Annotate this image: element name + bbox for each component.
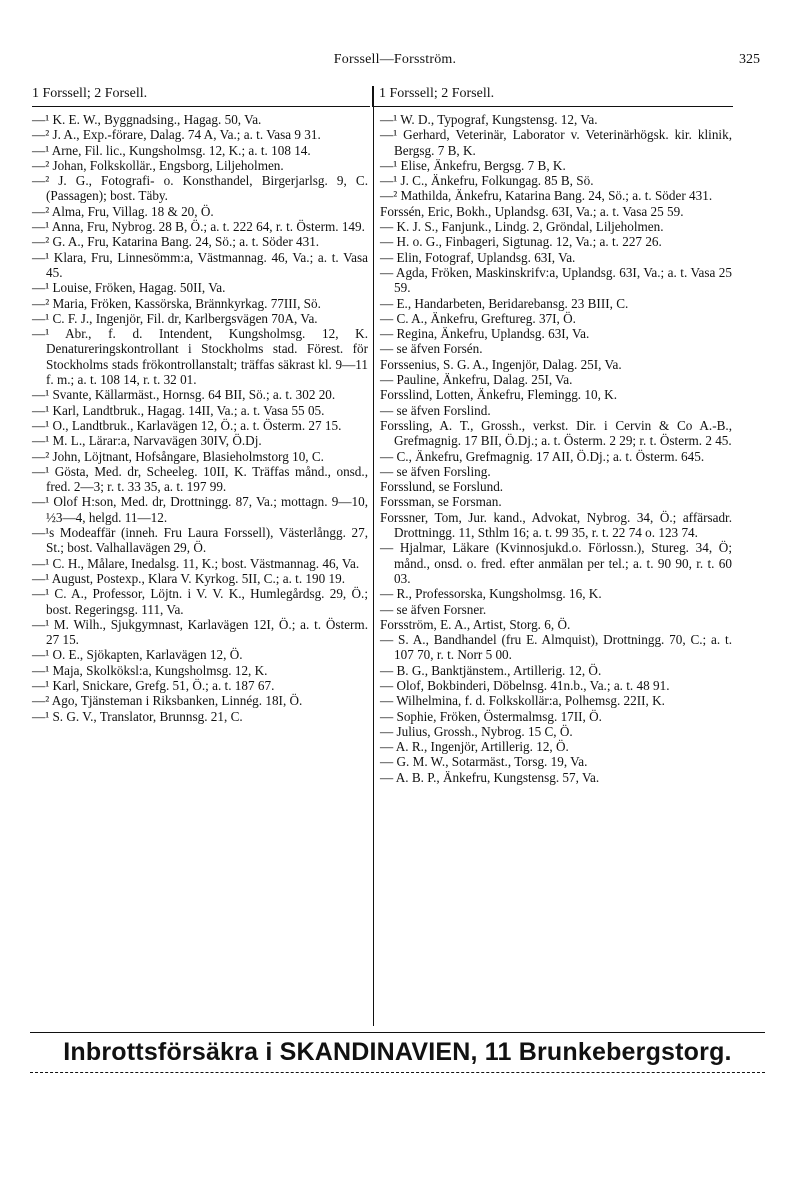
directory-entry: — E., Handarbeten, Beridarebansg. 23 BIII, C.	[380, 295, 629, 311]
directory-entry: —² John, Löjtnant, Hofsångare, Blasieholmstorg 10, C.	[32, 448, 324, 464]
directory-entry: —¹ C. F. J., Ingenjör, Fil. dr, Karlbergsvägen 70A, Va.	[32, 310, 318, 326]
column-divider	[373, 86, 374, 1026]
directory-entry: —¹ C. H., Målare, Inedalsg. 11, K.; bost. Västmannag. 46, Va.	[32, 555, 360, 571]
directory-entry: Forssling, A. T., Grossh., verkst. Dir. i Cervin & Co A.-B., Grefmagnig. 17 BII, Ö.Dj.; a. t. Österm. 2 29; r. t. Österm. 2 45.	[380, 417, 732, 449]
directory-entry: —¹ O., Landtbruk., Karlavägen 12, Ö.; a. t. Österm. 27 15.	[32, 417, 342, 433]
directory-entry: —¹ Anna, Fru, Nybrog. 28 B, Ö.; a. t. 222 64, r. t. Österm. 149.	[32, 219, 365, 235]
directory-entry: — A. R., Ingenjör, Artillerig. 12, Ö.	[380, 739, 569, 755]
directory-entry: —¹ Karl, Landtbruk., Hagag. 14II, Va.; a. t. Vasa 55 05.	[32, 402, 325, 418]
directory-entry: — Elin, Fotograf, Uplandsg. 63I, Va.	[380, 249, 576, 265]
directory-entry: —¹ M. Wilh., Sjukgymnast, Karlavägen 12I, Ö.; a. t. Österm. 27 15.	[32, 616, 368, 648]
directory-entry: —¹ Arne, Fil. lic., Kungsholmsg. 12, K.; a. t. 108 14.	[32, 142, 311, 158]
directory-entry: —² Maria, Fröken, Kassörska, Brännkyrkag. 77III, Sö.	[32, 295, 321, 311]
directory-entry: — R., Professorska, Kungsholmsg. 16, K.	[380, 586, 602, 602]
directory-entry: —¹s Modeaffär (inneh. Fru Laura Forssell), Västerlångg. 27, St.; bost. Valhallavägen 29, Ö.	[32, 525, 368, 556]
directory-entry: — C., Änkefru, Grefmagnig. 17 AII, Ö.Dj.; a. t. Österm. 645.	[380, 448, 705, 464]
directory-entry: — Regina, Änkefru, Uplandsg. 63I, Va.	[380, 326, 590, 342]
directory-entry: —¹ Karl, Snickare, Grefg. 51, Ö.; a. t. 187 67.	[32, 677, 275, 693]
right-column	[380, 112, 732, 785]
directory-entry: —¹ Abr., f. d. Intendent, Kungsholmsg. 12, K. Denatureringskontrollant i Stockholms stad. Förest. för Stockholms stads frökontrollanstalt; träffas säkrast kl. 9—11 f. m.; a. t. 108 14, r. t. 32 01.	[32, 326, 368, 388]
running-title: Forssell—Forsström.	[333, 52, 457, 67]
directory-entry: —² Alma, Fru, Villag. 18 & 20, Ö.	[32, 203, 214, 219]
directory-entry: —¹ Gösta, Med. dr, Scheeleg. 10II, K. Träffas månd., onsd., fred. 2—3; r. t. 33 35, a. t. 197 99.	[32, 463, 368, 495]
left-column	[32, 112, 368, 724]
directory-entry: —² Johan, Folkskollär., Engsborg, Liljeholmen.	[32, 157, 284, 173]
directory-entry: — Julius, Grossh., Nybrog. 15 C, Ö.	[380, 723, 573, 739]
directory-entry: — B. G., Banktjänstem., Artillerig. 12, Ö.	[380, 662, 602, 678]
directory-entry: —² J. A., Exp.-förare, Dalag. 74 A, Va.; a. t. Vasa 9 31.	[32, 127, 321, 143]
directory-entry: — K. J. S., Fanjunk., Lindg. 2, Gröndal, Liljeholmen.	[380, 219, 664, 235]
directory-entry: —¹ J. C., Änkefru, Folkungag. 85 B, Sö.	[380, 173, 594, 189]
directory-entry: —¹ Klara, Fru, Linnesömm:a, Västmannag. 46, Va.; a. t. Vasa 45.	[32, 249, 368, 280]
directory-entry: Forsslund, se Forslund.	[380, 479, 504, 495]
directory-entry: —¹ W. D., Typograf, Kungstensg. 12, Va.	[380, 112, 598, 127]
directory-entry: —¹ August, Postexp., Klara V. Kyrkog. 5II, C.; a. t. 190 19.	[32, 570, 345, 586]
directory-entry: — Hjalmar, Läkare (Kvinnosjukd.o. Förlossn.), Stureg. 34, Ö; månd., onsd. o. fred. efter anmälan per tel.; a. t. 90 90, r. t. 60 03.	[380, 540, 732, 586]
directory-entry: —¹ Gerhard, Veterinär, Laborator v. Veterinärhögsk. kir. klinik, Bergsg. 7 B, K.	[380, 127, 732, 158]
directory-entry: —² J. G., Fotografi- o. Konsthandel, Birgerjarlsg. 9, C. (Passagen); bost. Täby.	[32, 173, 368, 204]
ad-top-rule	[30, 1032, 765, 1033]
directory-entry: Forssman, se Forsman.	[380, 494, 502, 510]
directory-entry: — se äfven Forsner.	[380, 601, 487, 617]
left-column-heading: 1 Forssell; 2 Forsell.	[32, 86, 370, 107]
directory-entry: —¹ M. L., Lärar:a, Narvavägen 30IV, Ö.Dj.	[32, 433, 262, 449]
directory-entry: —¹ O. E., Sjökapten, Karlavägen 12, Ö.	[32, 647, 243, 663]
directory-entry: Forssén, Eric, Bokh., Uplandsg. 63I, Va.; a. t. Vasa 25 59.	[380, 203, 684, 219]
directory-entry: — Sophie, Fröken, Östermalmsg. 17II, Ö.	[380, 708, 602, 724]
directory-entry: — A. B. P., Änkefru, Kungstensg. 57, Va.	[380, 769, 600, 785]
directory-entry: — Wilhelmina, f. d. Folkskollär:a, Polhemsg. 22II, K.	[380, 693, 665, 709]
directory-entry: —¹ Louise, Fröken, Hagag. 50II, Va.	[32, 280, 226, 296]
directory-entry: — G. M. W., Sotarmäst., Torsg. 19, Va.	[380, 754, 588, 770]
directory-entry: — C. A., Änkefru, Greftureg. 37I, Ö.	[380, 310, 576, 326]
ad-bottom-rule	[30, 1072, 765, 1073]
page-number: 325	[739, 52, 760, 67]
directory-entry: —¹ Elise, Änkefru, Bergsg. 7 B, K.	[380, 157, 566, 173]
directory-entry: —² Mathilda, Änkefru, Katarina Bang. 24, Sö.; a. t. Söder 431.	[380, 188, 713, 204]
directory-entry: — Olof, Bokbinderi, Döbelnsg. 41n.b., Va.; a. t. 48 91.	[380, 677, 670, 693]
directory-entry: — se äfven Forsén.	[380, 341, 483, 357]
directory-entry: —¹ Olof H:son, Med. dr, Drottningg. 87, Va.; mottagn. 9—10, ½3—4, helgd. 11—12.	[32, 494, 368, 525]
directory-entry: — Pauline, Änkefru, Dalag. 25I, Va.	[380, 372, 573, 388]
directory-entry: Forsström, E. A., Artist, Storg. 6, Ö.	[380, 616, 571, 632]
directory-entry: — S. A., Bandhandel (fru E. Almquist), Drottningg. 70, C.; a. t. 107 70, r. t. Norr 5 00.	[380, 632, 732, 663]
directory-entry: Forssenius, S. G. A., Ingenjör, Dalag. 25I, Va.	[380, 356, 622, 372]
directory-entry: —² G. A., Fru, Katarina Bang. 24, Sö.; a. t. Söder 431.	[32, 234, 320, 250]
advertisement-banner: Inbrottsförsäkra i SKANDINAVIEN, 11 Brunkebergstorg.	[63, 1038, 732, 1066]
directory-entry: Forssner, Tom, Jur. kand., Advokat, Nybrog. 34, Ö.; affärsadr. Drottningg. 11, Sthlm 16; a. t. 99 35, r. t. 22 74 o. 123 74.	[380, 509, 732, 541]
page-header	[30, 52, 760, 74]
right-column-heading: 1 Forssell; 2 Forsell.	[372, 86, 733, 107]
directory-entry: —² Ago, Tjänsteman i Riksbanken, Linnég. 18I, Ö.	[32, 693, 303, 709]
directory-entry: — H. o. G., Finbageri, Sigtunag. 12, Va.; a. t. 227 26.	[380, 234, 662, 250]
directory-entry: —¹ S. G. V., Translator, Brunnsg. 21, C.	[32, 708, 243, 724]
directory-entry: — Agda, Fröken, Maskinskrifv:a, Uplandsg. 63I, Va.; a. t. Vasa 25 59.	[380, 264, 732, 296]
directory-entry: —¹ C. A., Professor, Löjtn. i V. V. K., Humlegårdsg. 29, Ö.; bost. Regeringsg. 111, Va.	[32, 586, 368, 617]
directory-entry: — se äfven Forslind.	[380, 402, 491, 418]
directory-entry: Forsslind, Lotten, Änkefru, Flemingg. 10, K.	[380, 387, 617, 403]
directory-entry: — se äfven Forsling.	[380, 463, 491, 479]
directory-entry: —¹ Svante, Källarmäst., Hornsg. 64 BII, Sö.; a. t. 302 20.	[32, 387, 336, 403]
directory-entry: —¹ Maja, Skolköksl:a, Kungsholmsg. 12, K.	[32, 662, 268, 678]
directory-entry: —¹ K. E. W., Byggnadsing., Hagag. 50, Va.	[32, 112, 262, 127]
